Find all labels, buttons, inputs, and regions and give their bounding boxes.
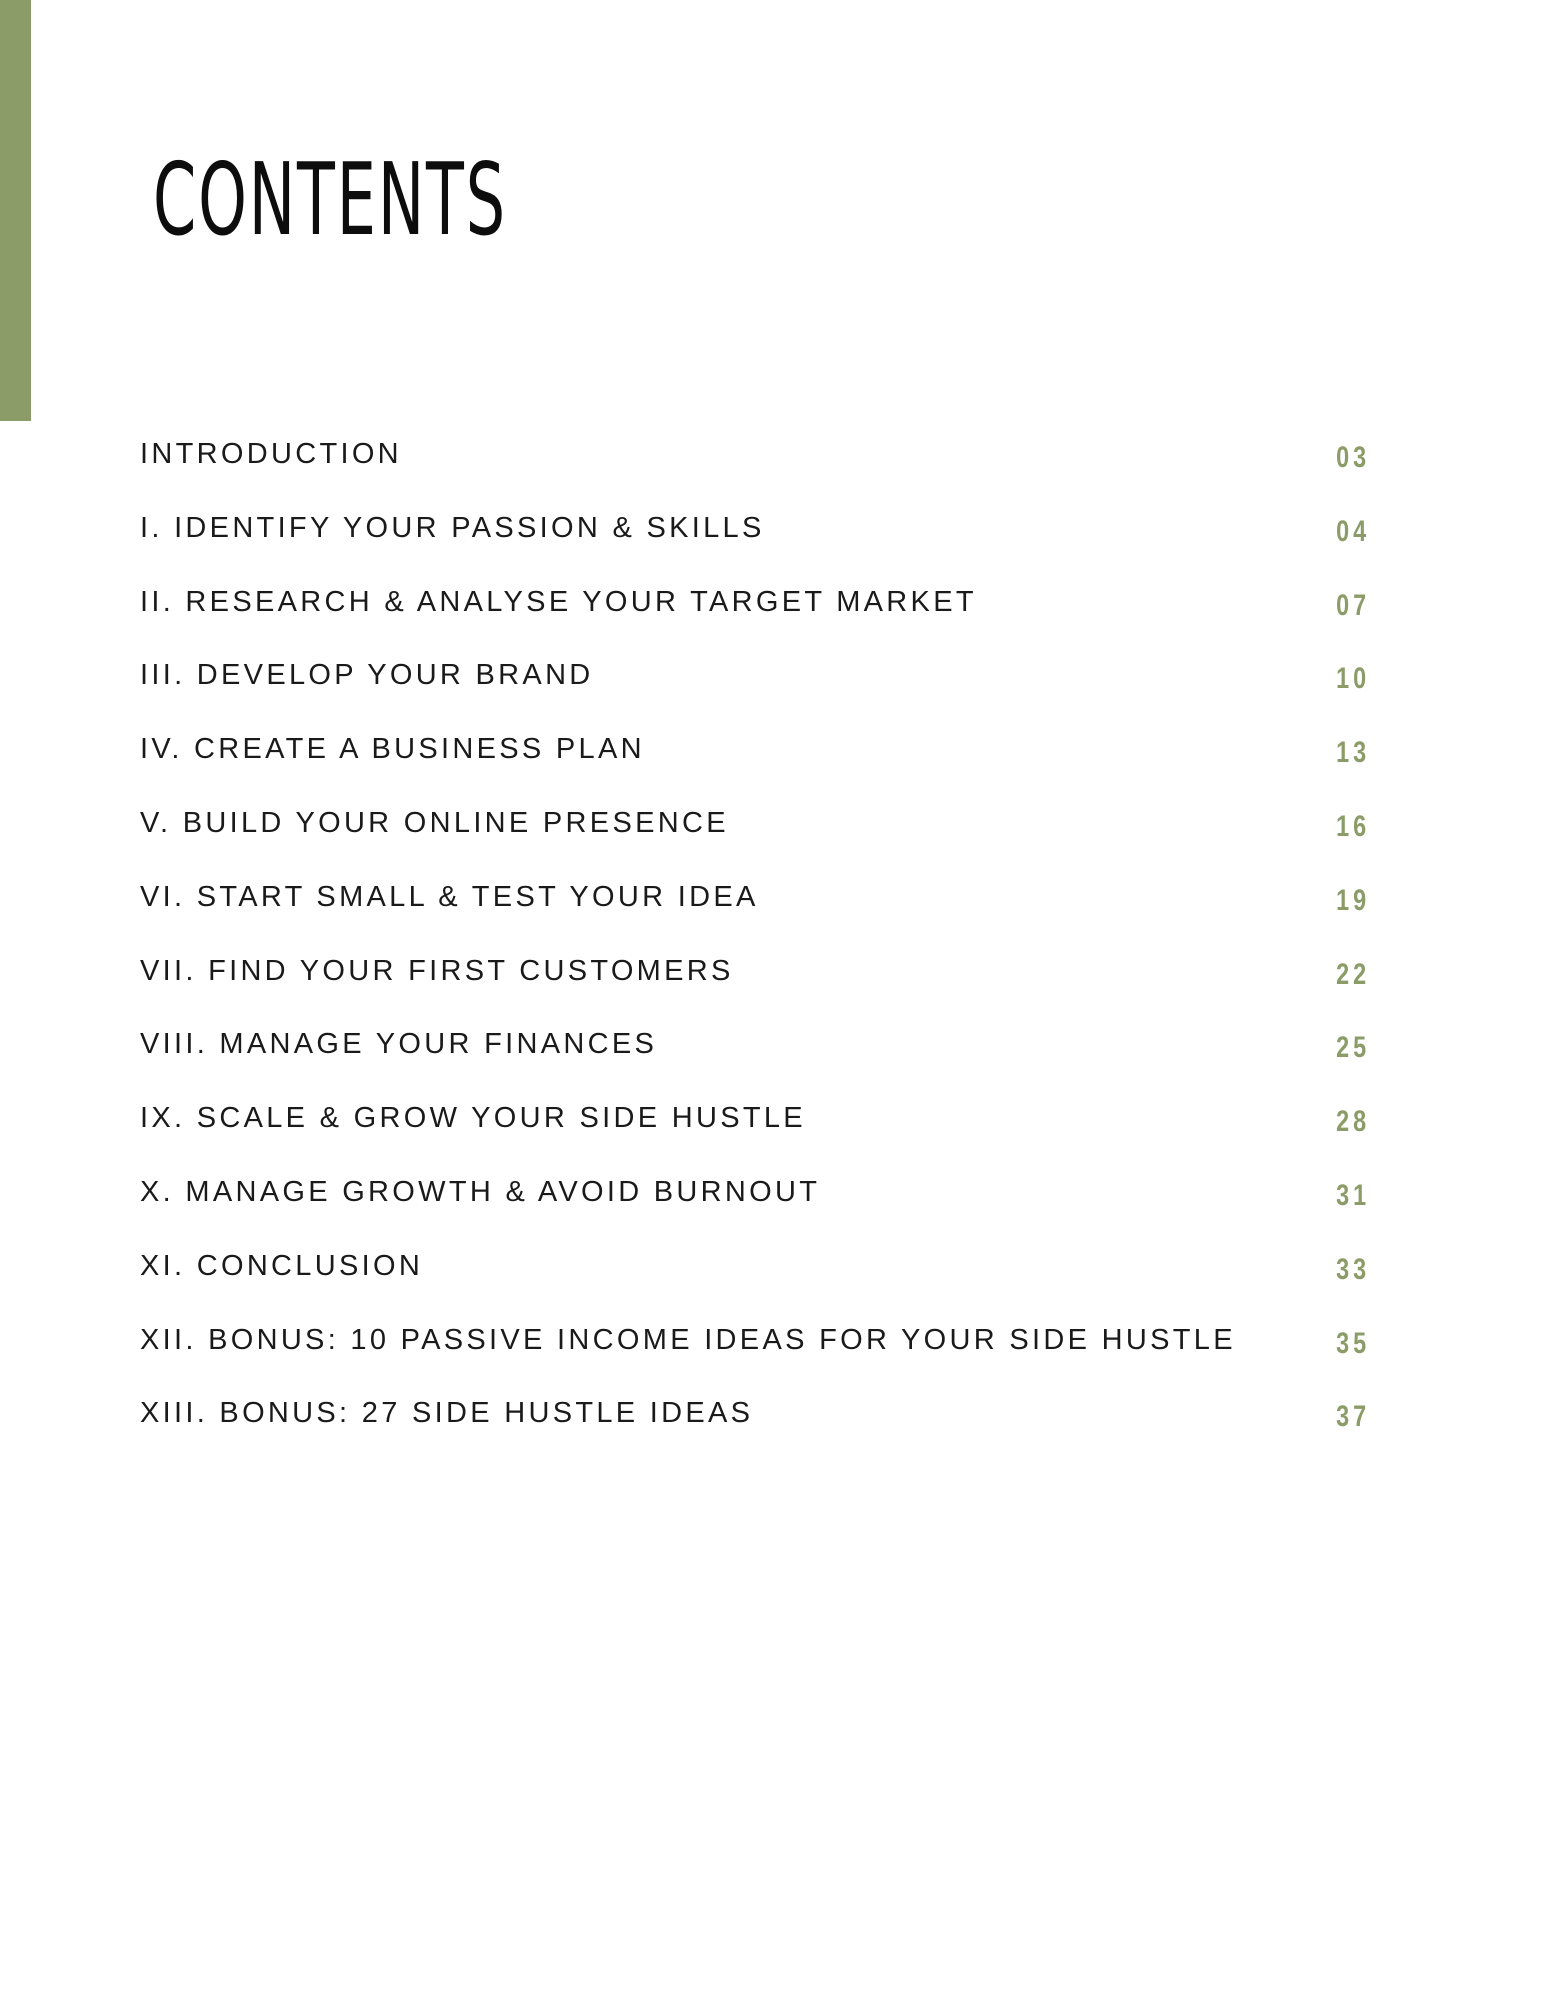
toc-item-introduction[interactable] (140, 434, 1370, 508)
toc-item-scale-grow[interactable] (140, 1098, 1370, 1172)
toc-item-label: V. BUILD YOUR ONLINE PRESENCE (140, 806, 729, 839)
toc-item-conclusion[interactable] (140, 1246, 1370, 1320)
toc-item-label: III. DEVELOP YOUR BRAND (140, 659, 594, 692)
toc-page-number: 31 (1336, 1178, 1370, 1212)
toc-item-label: XI. CONCLUSION (140, 1249, 424, 1282)
toc-item-develop-brand[interactable] (140, 655, 1370, 729)
toc-page-number: 13 (1336, 736, 1370, 770)
toc-page-number: 33 (1336, 1252, 1370, 1286)
toc-item-identify-passion[interactable] (140, 508, 1370, 582)
toc-item-label: I. IDENTIFY YOUR PASSION & SKILLS (140, 511, 765, 544)
toc-item-research-market[interactable] (140, 582, 1370, 656)
toc-page-number: 25 (1336, 1031, 1370, 1065)
table-of-contents (140, 434, 1370, 1467)
toc-item-label: VIII. MANAGE YOUR FINANCES (140, 1028, 658, 1061)
toc-item-label: VII. FIND YOUR FIRST CUSTOMERS (140, 954, 734, 987)
toc-page-number: 37 (1336, 1400, 1370, 1434)
toc-page-number: 03 (1336, 441, 1370, 474)
toc-item-label: X. MANAGE GROWTH & AVOID BURNOUT (140, 1175, 821, 1208)
toc-item-label: IV. CREATE A BUSINESS PLAN (140, 733, 645, 766)
toc-item-label: II. RESEARCH & ANALYSE YOUR TARGET MARKET (140, 585, 977, 618)
toc-item-avoid-burnout[interactable] (140, 1172, 1370, 1246)
toc-item-first-customers[interactable] (140, 951, 1370, 1025)
toc-item-bonus-passive-income[interactable] (140, 1320, 1370, 1394)
toc-page-number: 35 (1336, 1326, 1370, 1360)
toc-item-label: IX. SCALE & GROW YOUR SIDE HUSTLE (140, 1102, 806, 1135)
toc-item-manage-finances[interactable] (140, 1024, 1370, 1098)
toc-page-number: 07 (1336, 588, 1370, 622)
toc-item-label: XIII. BONUS: 27 SIDE HUSTLE IDEAS (140, 1397, 754, 1430)
toc-item-start-small[interactable] (140, 877, 1370, 951)
toc-item-label: INTRODUCTION (140, 438, 402, 470)
toc-page-number: 22 (1336, 957, 1370, 991)
toc-page-number: 10 (1336, 662, 1370, 696)
toc-page-number: 04 (1336, 514, 1370, 548)
accent-bar (0, 0, 31, 421)
toc-item-online-presence[interactable] (140, 803, 1370, 877)
toc-page-number: 16 (1336, 809, 1370, 843)
toc-item-label: VI. START SMALL & TEST YOUR IDEA (140, 880, 759, 913)
toc-item-business-plan[interactable] (140, 729, 1370, 803)
toc-item-bonus-side-hustle-ideas[interactable] (140, 1393, 1370, 1467)
toc-page-number: 19 (1336, 883, 1370, 917)
toc-item-label: XII. BONUS: 10 PASSIVE INCOME IDEAS FOR YOUR SIDE HUSTLE (140, 1323, 1236, 1356)
page-title: CONTENTS (153, 141, 508, 258)
toc-page-number: 28 (1336, 1105, 1370, 1139)
